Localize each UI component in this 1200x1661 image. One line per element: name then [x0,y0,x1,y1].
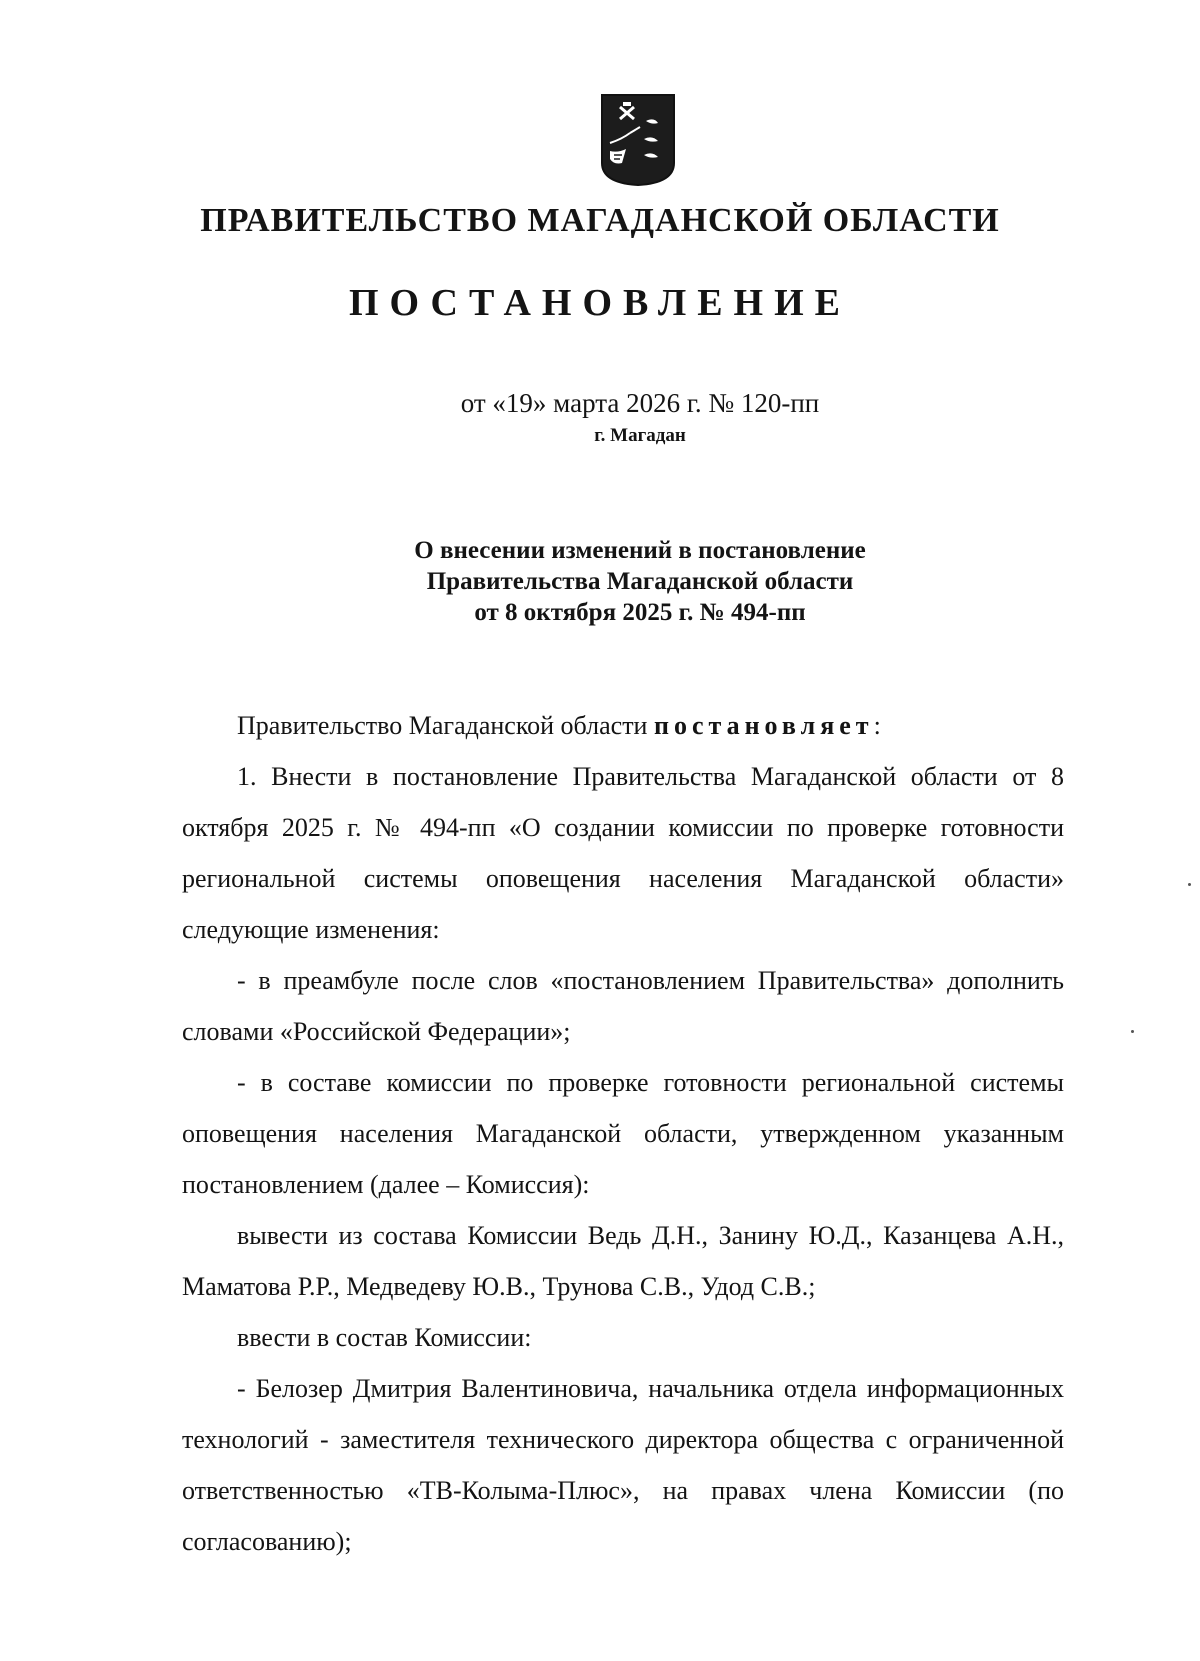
document-body [182,700,1064,1567]
subject-line: от 8 октября 2025 г. № 494-пп [474,599,806,626]
intro-paragraph [182,700,1064,751]
intro-suffix: : [873,711,881,740]
item-1-paragraph: 1. Внести в постановление Правительства Магаданской области от 8 октября 2025 г. № 494-пп «О создании комиссии по проверке готовности региональной системы оповещения населения Магаданской области» следующие изменения: [182,762,1064,944]
scan-speck [1188,883,1191,886]
document-subject [0,535,1200,628]
scan-speck [1131,1030,1134,1033]
subject-line: О внесении изменений в постановление [414,537,866,564]
added-member-paragraph: - Белозер Дмитрия Валентиновича, начальника отдела информационных технологий - заместителя технического директора общества с ограниченной ответственностью «ТВ-Колыма-Плюс», на правах члена Комиссии (по согласованию); [182,1374,1064,1556]
amendment-composition-paragraph: - в составе комиссии по проверке готовности региональной системы оповещения населения Магаданской области, утвержденном указанным постановлением (далее – Комиссия): [182,1068,1064,1199]
government-name: ПРАВИТЕЛЬСТВО МАГАДАНСКОЙ ОБЛАСТИ [200,202,1000,239]
intro-prefix: Правительство Магаданской области [237,711,648,740]
document-date-number: от «19» марта 2026 г. № 120-пп [460,388,820,418]
document-type: ПОСТАНОВЛЕНИЕ [348,282,852,324]
removed-members-paragraph: вывести из состава Комиссии Ведь Д.Н., Занину Ю.Д., Казанцева А.Н., Маматова Р.Р., Медведеву Ю.В., Трунова С.В., Удод С.В.; [182,1221,1064,1301]
document-city: г. Магадан [594,425,686,446]
added-members-intro: ввести в состав Комиссии: [237,1323,532,1352]
amendment-preamble-paragraph: - в преамбуле после слов «постановлением Правительства» дополнить словами «Российской Федерации»; [182,966,1064,1046]
subject-line: Правительства Магаданской области [426,568,854,595]
coat-of-arms-icon [600,93,676,187]
decree-keyword: постановляет [653,711,874,740]
